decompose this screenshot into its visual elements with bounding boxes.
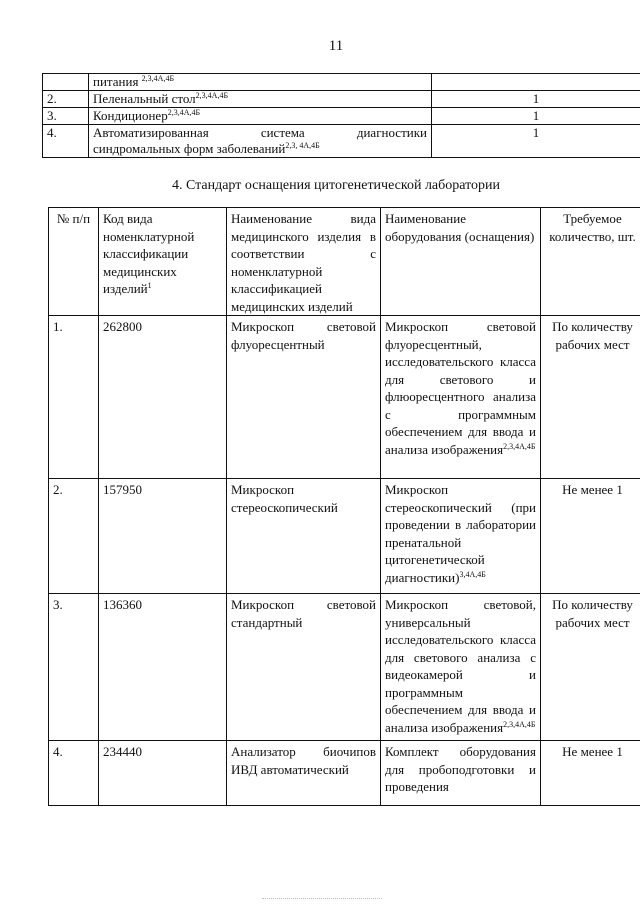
row-number: 2.	[49, 479, 99, 594]
row-number: 2.	[43, 91, 89, 108]
equipment-name: Пеленальный стол$^{2,3,4А,4Б}$	[89, 91, 432, 108]
equipment-quantity: 1	[432, 125, 640, 158]
cytogenetic-lab-equipment-table	[48, 207, 640, 806]
row-quantity: Не менее 1	[541, 741, 640, 806]
row-number: 3.	[43, 108, 89, 125]
page-number: 11	[328, 38, 344, 54]
table-row	[49, 479, 640, 594]
row-quantity: По количеству рабочих мест	[541, 594, 640, 741]
equipment-name: питания $^{2,3,4А,4Б}$	[89, 74, 432, 91]
header-number: № п/п	[49, 208, 99, 316]
row-number: 1.	[49, 316, 99, 479]
header-code: Код вида номенклатурной классификации медицинских изделий$^1$	[99, 208, 227, 316]
equipment-quantity: 1	[432, 108, 640, 125]
equipment-name: Кондиционер$^{2,3,4А,4Б}$	[89, 108, 432, 125]
row-number	[43, 74, 89, 91]
scan-artifact	[262, 898, 382, 901]
row-equipment: Микроскоп световой флуоресцентный, исследовательского класса для светового и флюоресцентного анализа с программным обеспечением для ввода и анализа изображения$^{2,3,4А,4Б}$	[381, 316, 541, 479]
table-row	[43, 108, 640, 125]
table-row	[49, 741, 640, 806]
equipment-quantity: 1	[432, 91, 640, 108]
equipment-quantity	[432, 74, 640, 91]
row-device-type: Микроскоп световой флуоресцентный	[227, 316, 381, 479]
row-equipment: Микроскоп стереоскопический (при проведении в лаборатории пренатальной цитогенетической диагностики)$^{3,4А,4Б}$	[381, 479, 541, 594]
header-equipment: Наименование оборудования (оснащения)	[381, 208, 541, 316]
row-device-type: Микроскоп стереоскопический	[227, 479, 381, 594]
equipment-name: Автоматизированная система диагностики синдромальных форм заболеваний$^{2,3, 4А,4Б}$	[89, 125, 432, 158]
table-row	[43, 74, 640, 91]
row-number: 3.	[49, 594, 99, 741]
table-row	[49, 316, 640, 479]
section-title: 4. Стандарт оснащения цитогенетической лаборатории	[171, 178, 501, 193]
row-code: 136360	[99, 594, 227, 741]
row-device-type: Анализатор биочипов ИВД автоматический	[227, 741, 381, 806]
row-code: 262800	[99, 316, 227, 479]
table-header-row	[49, 208, 640, 316]
row-quantity: Не менее 1	[541, 479, 640, 594]
row-number: 4.	[49, 741, 99, 806]
table-row	[43, 91, 640, 108]
row-device-type: Микроскоп световой стандартный	[227, 594, 381, 741]
row-code: 157950	[99, 479, 227, 594]
row-equipment: Микроскоп световой, универсальный исследовательского класса для светового анализа с видеокамерой и программным обеспечением для ввода и анализа изображения$^{2,3,4А,4Б}$	[381, 594, 541, 741]
row-equipment: Комплект оборудования для пробоподготовки и проведения	[381, 741, 541, 806]
row-number: 4.	[43, 125, 89, 158]
table-row	[43, 125, 640, 158]
header-device-type: Наименование вида медицинского изделия в соответствии с номенклатурной классификацией медицинских изделий	[227, 208, 381, 316]
table-row	[49, 594, 640, 741]
row-quantity: По количеству рабочих мест	[541, 316, 640, 479]
row-code: 234440	[99, 741, 227, 806]
header-quantity: Требуемое количество, шт.	[541, 208, 640, 316]
equipment-table-continuation	[42, 73, 640, 158]
